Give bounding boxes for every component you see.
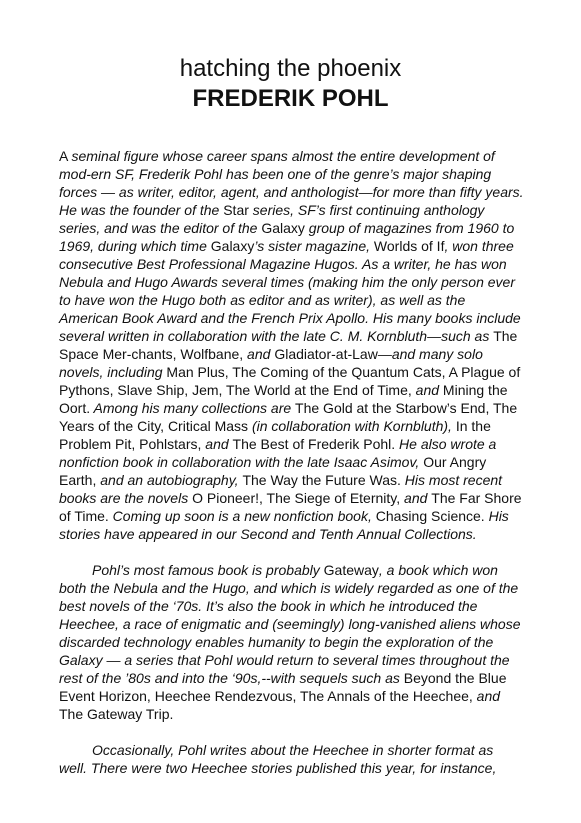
- italic-text: Pohl’s most famous book is probably: [92, 562, 324, 578]
- title-reference: Man Plus, The Coming of the Quantum Cats, A Plague of Pythons, Slave Ship, Jem, The World at the End of Time,: [59, 364, 521, 398]
- italic-text: Among his many collections are: [90, 400, 296, 416]
- story-title: hatching the phoenix: [179, 55, 402, 82]
- italic-text: —and many solo novels, including: [59, 346, 483, 380]
- title-reference: Galaxy: [210, 238, 255, 254]
- italic-text: seminal figure whose career spans almost the entire development of mod-ern SF, Frederik Pohl has been one of the genre’s major shaping forces — as writer, editor, agent, and anthologist—for more than fifty years. He was the founder of the: [59, 148, 524, 218]
- title-reference: Gateway: [323, 562, 379, 578]
- italic-text: , a book which won both the Nebula and the Hugo, and which is widely regarded as one of the best novels of the ‘70s. It’s also the book in which he introduced the Heechee, a race of enigmatic and (seemingly) long-vanished aliens whose discarded technology enables humanity to begin the exploration of the Galaxy — a series that Pohl would return to several times throughout the rest of the ’80s and into the ‘90s,--with sequels such as: [59, 562, 521, 686]
- title-reference: The Way the Future Was.: [242, 472, 401, 488]
- italic-text: He also wrote a nonfiction book in collaboration with the late Isaac Asimov,: [59, 436, 497, 470]
- title-reference: A: [59, 148, 72, 164]
- author-name: FREDERIK POHL: [192, 85, 389, 112]
- title-reference: The Gateway Trip.: [59, 706, 174, 722]
- italic-text: (in collaboration with Kornbluth),: [248, 418, 456, 434]
- title-reference: The Best of Frederik Pohl.: [232, 436, 396, 452]
- title-reference: The Gold at the Starbow’s End, The Years of the City, Critical Mass: [59, 400, 518, 434]
- title-reference: Worlds of If: [373, 238, 445, 254]
- introduction-text: [59, 147, 525, 777]
- italic-text: series, SF’s first continuing anthology series, and was the editor of the: [59, 202, 485, 236]
- italic-text: and: [400, 490, 432, 506]
- title-reference: In the Problem Pit, Pohlstars,: [59, 418, 491, 452]
- italic-text: and: [243, 346, 275, 362]
- paragraph: [59, 741, 525, 777]
- italic-text: Coming up soon is a new nonfiction book,: [108, 508, 376, 524]
- italic-text: His most recent books are the novels: [59, 472, 503, 506]
- title-reference: O Pioneer!, The Siege of Eternity,: [192, 490, 401, 506]
- italic-text: group of magazines from 1960 to 1969, during which time: [59, 220, 515, 254]
- italic-text: and: [411, 382, 443, 398]
- title-reference: Galaxy: [261, 220, 305, 236]
- italic-text: , won three consecutive Best Professional Magazine Hugos. As a writer, he has won Nebula and Hugo Awards several times (making him the only person ever to have won the Hugo both as editor and as writer), as well as the American Book Award and the French Prix Apollo. His many books include several written in collaboration with the late C. M. Kornbluth—such as: [59, 238, 521, 344]
- title-reference: The Space Mer-chants, Wolfbane,: [59, 328, 518, 362]
- paragraph: [59, 147, 525, 543]
- title-reference: Gladiator-at-Law: [274, 346, 378, 362]
- italic-text: His stories have appeared in our Second and Tenth Annual Collections.: [59, 508, 509, 542]
- title-reference: Chasing Science.: [375, 508, 485, 524]
- paragraph: [59, 561, 525, 723]
- title-reference: Star: [223, 202, 249, 218]
- italic-text: Occasionally, Pohl writes about the Heechee in shorter format as well. There were two Heechee stories published this year, for instance,: [59, 742, 497, 776]
- title-reference: Mining the Oort.: [59, 382, 508, 416]
- title-block: [0, 54, 581, 114]
- italic-text: and an autobiography,: [96, 472, 243, 488]
- italic-text: and: [472, 688, 501, 704]
- title-reference: The Far Shore of Time.: [59, 490, 522, 524]
- title-reference: Our Angry Earth,: [59, 454, 487, 488]
- title-reference: Beyond the Blue Event Horizon, Heechee Rendezvous, The Annals of the Heechee,: [59, 670, 507, 704]
- italic-text: ’s sister magazine,: [254, 238, 374, 254]
- italic-text: and: [201, 436, 233, 452]
